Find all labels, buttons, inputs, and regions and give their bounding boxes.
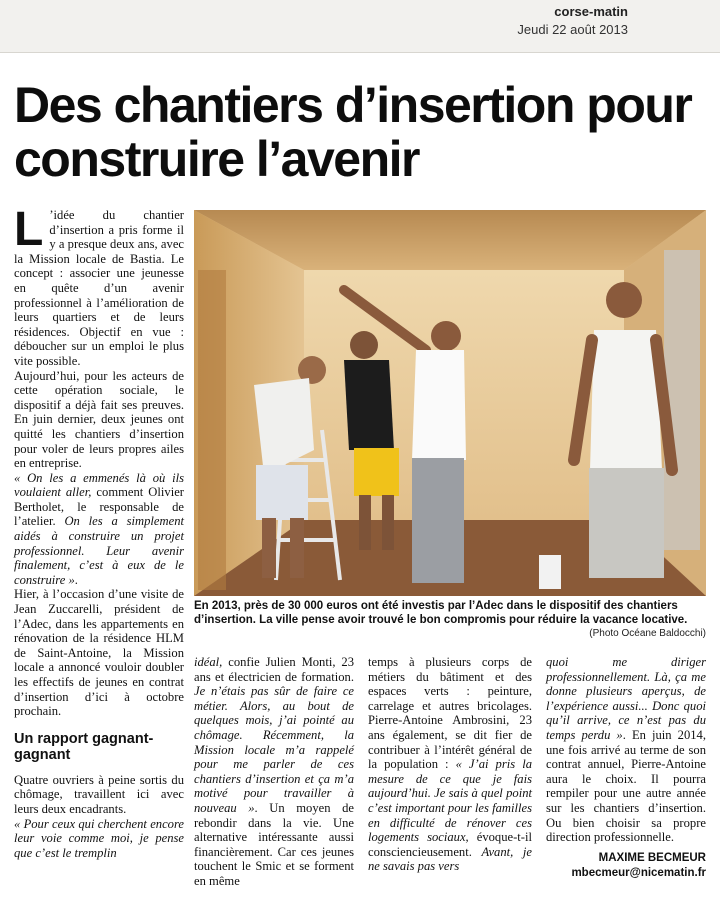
quote-text: idéal, (194, 655, 223, 669)
quote-text: « J’ai pris la mesure de ce que je fais aujourd’hui. Je sais à quel point c’est important pour les familles en difficulté de rénover ces logements sociaux, (368, 757, 532, 845)
paragraph-ambrosini (368, 655, 532, 874)
attribution-text: évoque-t-il consciencieusement. (368, 830, 532, 859)
intro-text: ’idée du chantier d’insertion a pris forme il y a presque deux ans, avec la Mission locale de Bastia. Le concept : associer une jeunesse en quête d’un avenir professionnel à l’amélioration de leurs quartiers et de leurs résidences. Objectif en vue : déboucher sur un emploi le plus vite possible. (14, 208, 184, 368)
workers-room-illustration (194, 210, 706, 596)
quote-text-cont: Je n’étais pas sûr de faire ce métier. Alors, au bout de quelques mois, j’ai pointé au chômage. Récemment, la Mission locale m’a rappelé pour me parler de ces chantiers d’insertion et ça m’a motivé pour travailler à nouveau » (194, 684, 354, 815)
quote-text: « Pour ceux qui cherchent encore leur voie comme moi, je pense que c’est le tremplin (14, 816, 184, 860)
article-photo (194, 210, 706, 596)
headline: Des chantiers d’insertion pour construire l’avenir (14, 77, 692, 187)
drop-cap: L (14, 203, 44, 256)
paragraph-today: Aujourd’hui, pour les acteurs de cette opération sociale, le dispositif a déjà fait ses preuves. En juin dernier, deux jeunes ont quitté les chantiers d’insertion pour voler de leurs propres ailes en entreprise. (14, 368, 184, 471)
body-text: temps à plusieurs corps de métiers du bâtiment et des espaces verts : peinture, carrelage et autres bricolages. Pierre-Antoine Ambrosini, 23 ans également, se dit fier de contribuer à l’intérêt général de la population : (368, 655, 532, 772)
paragraph-monti (194, 655, 354, 889)
quote-text-cont: On les a simplement aidés à construire un projet professionnel. Leur avenir finalement, c’est à eux de le construire » (14, 514, 184, 587)
subheading: Un rapport gagnant-gagnant (14, 730, 154, 763)
paragraph-workers: Quatre ouvriers à peine sortis du chômage, travaillent ici avec leurs deux encadrants. (14, 772, 184, 816)
column-3 (368, 655, 532, 874)
byline-email[interactable]: mbecmeur@nicematin.fr (571, 867, 706, 879)
paragraph-intro (14, 203, 184, 369)
photo-caption: En 2013, près de 30 000 euros ont été investis par l’Adec dans le dispositif des chantiers d’insertion. La ville pense avoir trouvé le bon compromis pour réduire la vacance locative. (194, 600, 688, 626)
page-header (0, 0, 720, 53)
photo-credit: (Photo Océane Baldocchi) (589, 628, 706, 639)
attribution-text: comment Olivier Bertholet, le responsable de l’atelier. (14, 485, 184, 529)
body-text: . En juin 2014, une fois arrivé au terme de son contrat annuel, Pierre-Antoine aura le choix. Il pourra rempiler pour une autre année sur les chantiers d’insertion. Ou bien choisir sa propre direction professionnelle. (546, 727, 707, 845)
byline-author: MAXIME BECMEUR (598, 852, 706, 864)
body-text: . Un moyen de rebondir dans la vie. Une alternative intéressante aussi financièrement. Car ces jeunes touchent le Smic et se forment en même (194, 800, 354, 888)
quote-text: « On les a emmenés là où ils voulaient aller, (14, 470, 184, 500)
publication-name: corse-matin (554, 4, 628, 19)
attribution-text: confie Julien Monti, 23 ans et électricien de formation. (194, 655, 354, 684)
paint-bucket (539, 555, 561, 589)
quote-bertholet (14, 471, 184, 588)
quote-monti (14, 817, 184, 861)
punctuation: . (74, 572, 78, 587)
publication-date: Jeudi 22 août 2013 (517, 22, 628, 37)
column-1 (14, 203, 184, 860)
paragraph-visit: Hier, à l’occasion d’une visite de Jean Zuccarelli, président de l’Adec, dans les appartements en rénovation de la résidence HLM de Saint-Antoine, la Mission locale a annoncé vouloir doubler les effectifs de jeunes en contrat d’insertion d’ici à octobre prochain. (14, 587, 184, 719)
column-4 (546, 655, 706, 845)
paragraph-conclusion (546, 655, 706, 845)
column-2 (194, 655, 354, 889)
quote-text: quoi me diriger professionnellement. Là, ça me donne plusieurs aperçus, de l’expérience aussi... Donc quoi qu’il arrive, ce n’est pas du temps perdu » (546, 655, 706, 742)
quote-text-cont: Avant, je ne savais pas vers (368, 844, 532, 874)
